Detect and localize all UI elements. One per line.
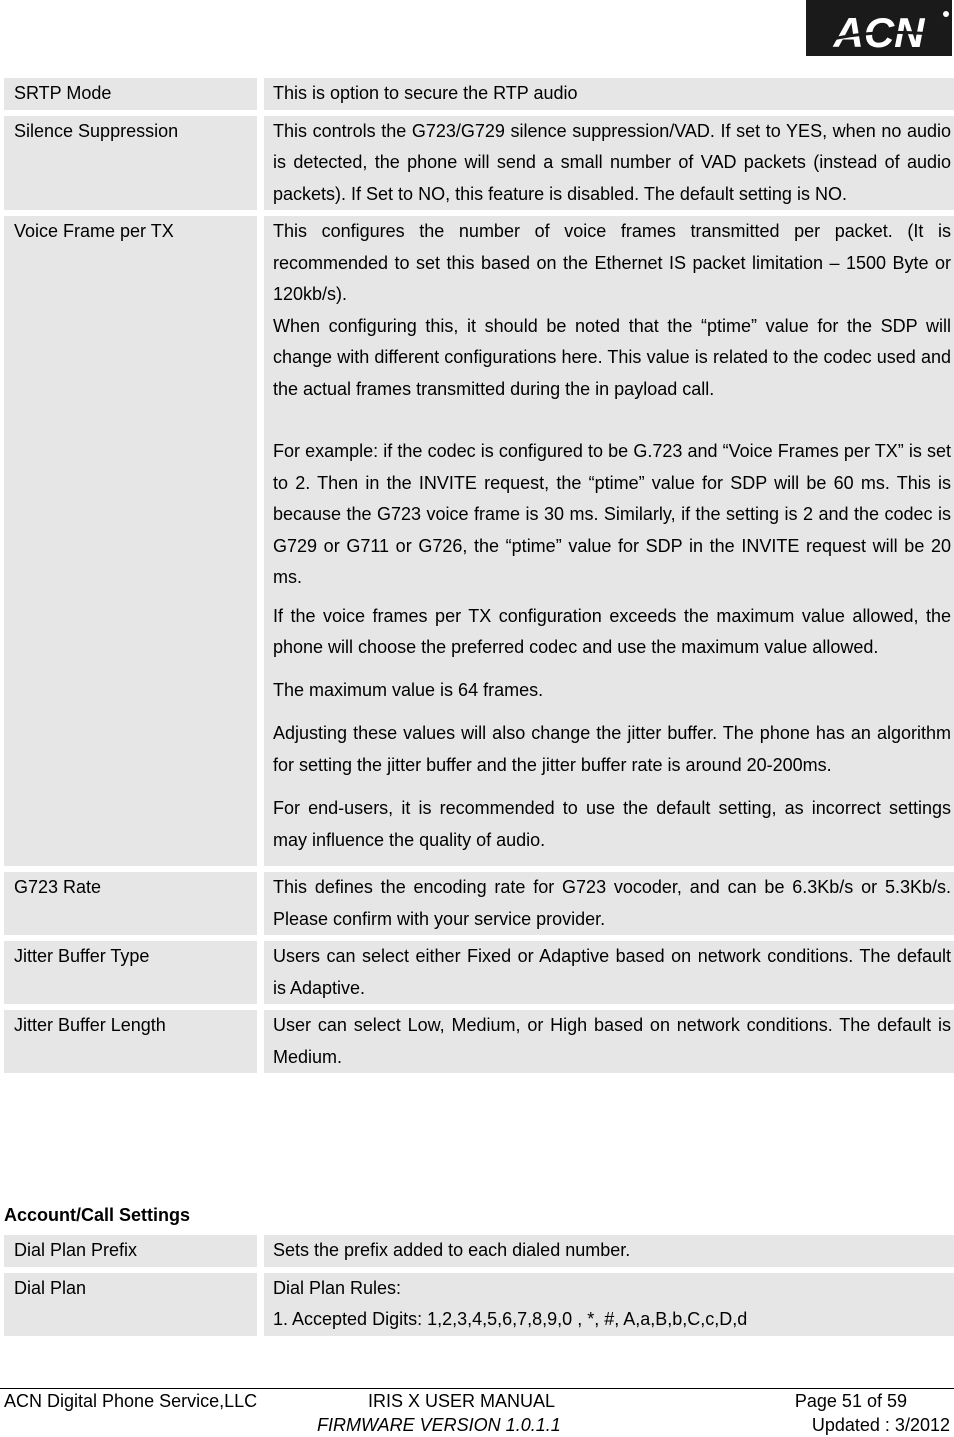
description-paragraph: The maximum value is 64 frames. (273, 679, 544, 700)
description-paragraph: Sets the prefix added to each dialed number. (273, 1240, 631, 1260)
table-row (4, 872, 954, 935)
svg-text:ACN: ACN (833, 9, 925, 56)
table-row (4, 941, 954, 1004)
description-paragraph: This configures the number of voice frames transmitted per packet. (It is recommended to set this based on the Ethernet IS packet limitation – 1500 Byte or 120kb/s). (273, 221, 951, 304)
footer (0, 1388, 954, 1435)
description-paragraph: When configuring this, it should be noted that the “ptime” value for the SDP will change with different configurations here. This value is related to the codec used and the actual frames transmitted during the in payload call. (273, 315, 951, 399)
setting-description (264, 1010, 954, 1073)
setting-name: SRTP Mode (4, 78, 257, 110)
setting-description (264, 216, 954, 866)
setting-name: Dial Plan Prefix (4, 1235, 257, 1267)
setting-description (264, 116, 954, 211)
description-paragraph: This is option to secure the RTP audio (273, 83, 578, 103)
setting-name: Jitter Buffer Type (4, 941, 257, 1004)
description-paragraph: This controls the G723/G729 silence suppression/VAD. If set to YES, when no audio is detected, the phone will send a small number of VAD packets (instead of audio packets). If Set to NO, this feature is disabled. The default setting is NO. (273, 120, 951, 204)
footer-page: Page 51 of 59 (794, 1391, 907, 1411)
description-paragraph: For end-users, it is recommended to use the default setting, as incorrect settings may influence the quality of audio. (273, 798, 951, 850)
footer-manual: IRIS X USER MANUAL (368, 1391, 556, 1411)
table-row (4, 1273, 954, 1336)
table-row (4, 216, 954, 866)
setting-description (264, 78, 954, 110)
table-row (4, 116, 954, 211)
table-row (4, 1010, 954, 1073)
setting-name: G723 Rate (4, 872, 257, 935)
table-row (4, 78, 954, 110)
description-paragraph: User can select Low, Medium, or High based on network conditions. The default is Medium. (273, 1015, 951, 1067)
description-paragraph: Adjusting these values will also change the jitter buffer. The phone has an algorithm for setting the jitter buffer and the jitter buffer rate is around 20-200ms. (273, 723, 951, 775)
footer-company: ACN Digital Phone Service,LLC (4, 1391, 258, 1411)
description-paragraph: 1. Accepted Digits: 1,2,3,4,5,6,7,8,9,0 , *, #, A,a,B,b,C,c,D,d (273, 1309, 748, 1329)
description-paragraph: Dial Plan Rules: (273, 1277, 402, 1298)
footer-updated: Updated : 3/2012 (811, 1415, 950, 1435)
acn-logo (806, 0, 952, 56)
setting-name: Jitter Buffer Length (4, 1010, 257, 1073)
description-paragraph: This defines the encoding rate for G723 vocoder, and can be 6.3Kb/s or 5.3Kb/s. Please confirm with your service provider. (273, 877, 951, 929)
setting-description (264, 1273, 954, 1336)
setting-name: Dial Plan (4, 1273, 257, 1336)
settings-table-2 (4, 1235, 954, 1342)
setting-name: Silence Suppression (4, 116, 257, 211)
description-paragraph: For example: if the codec is configured to be G.723 and “Voice Frames per TX” is set to 2. Then in the INVITE request, the “ptime” value for SDP will be 60 ms. This is because the G723 voice frame is 30 ms. Similarly, if the setting is 2 and the codec is G729 or G711 or G726, the “ptime” value for SDP in the INVITE request will be 20 ms. (273, 441, 951, 587)
settings-table-1 (4, 78, 954, 1079)
footer-firmware: FIRMWARE VERSION 1.0.1.1 (317, 1415, 561, 1435)
section-title: Account/Call Settings (4, 1205, 191, 1225)
setting-description (264, 1235, 954, 1267)
description-paragraph: If the voice frames per TX configuration exceeds the maximum value allowed, the phone will choose the preferred codec and use the maximum value allowed. (273, 605, 951, 657)
setting-name: Voice Frame per TX (4, 216, 257, 866)
setting-description (264, 941, 954, 1004)
description-paragraph: Users can select either Fixed or Adaptive based on network conditions. The default is Adaptive. (273, 946, 951, 998)
table-row (4, 1235, 954, 1267)
setting-description (264, 872, 954, 935)
